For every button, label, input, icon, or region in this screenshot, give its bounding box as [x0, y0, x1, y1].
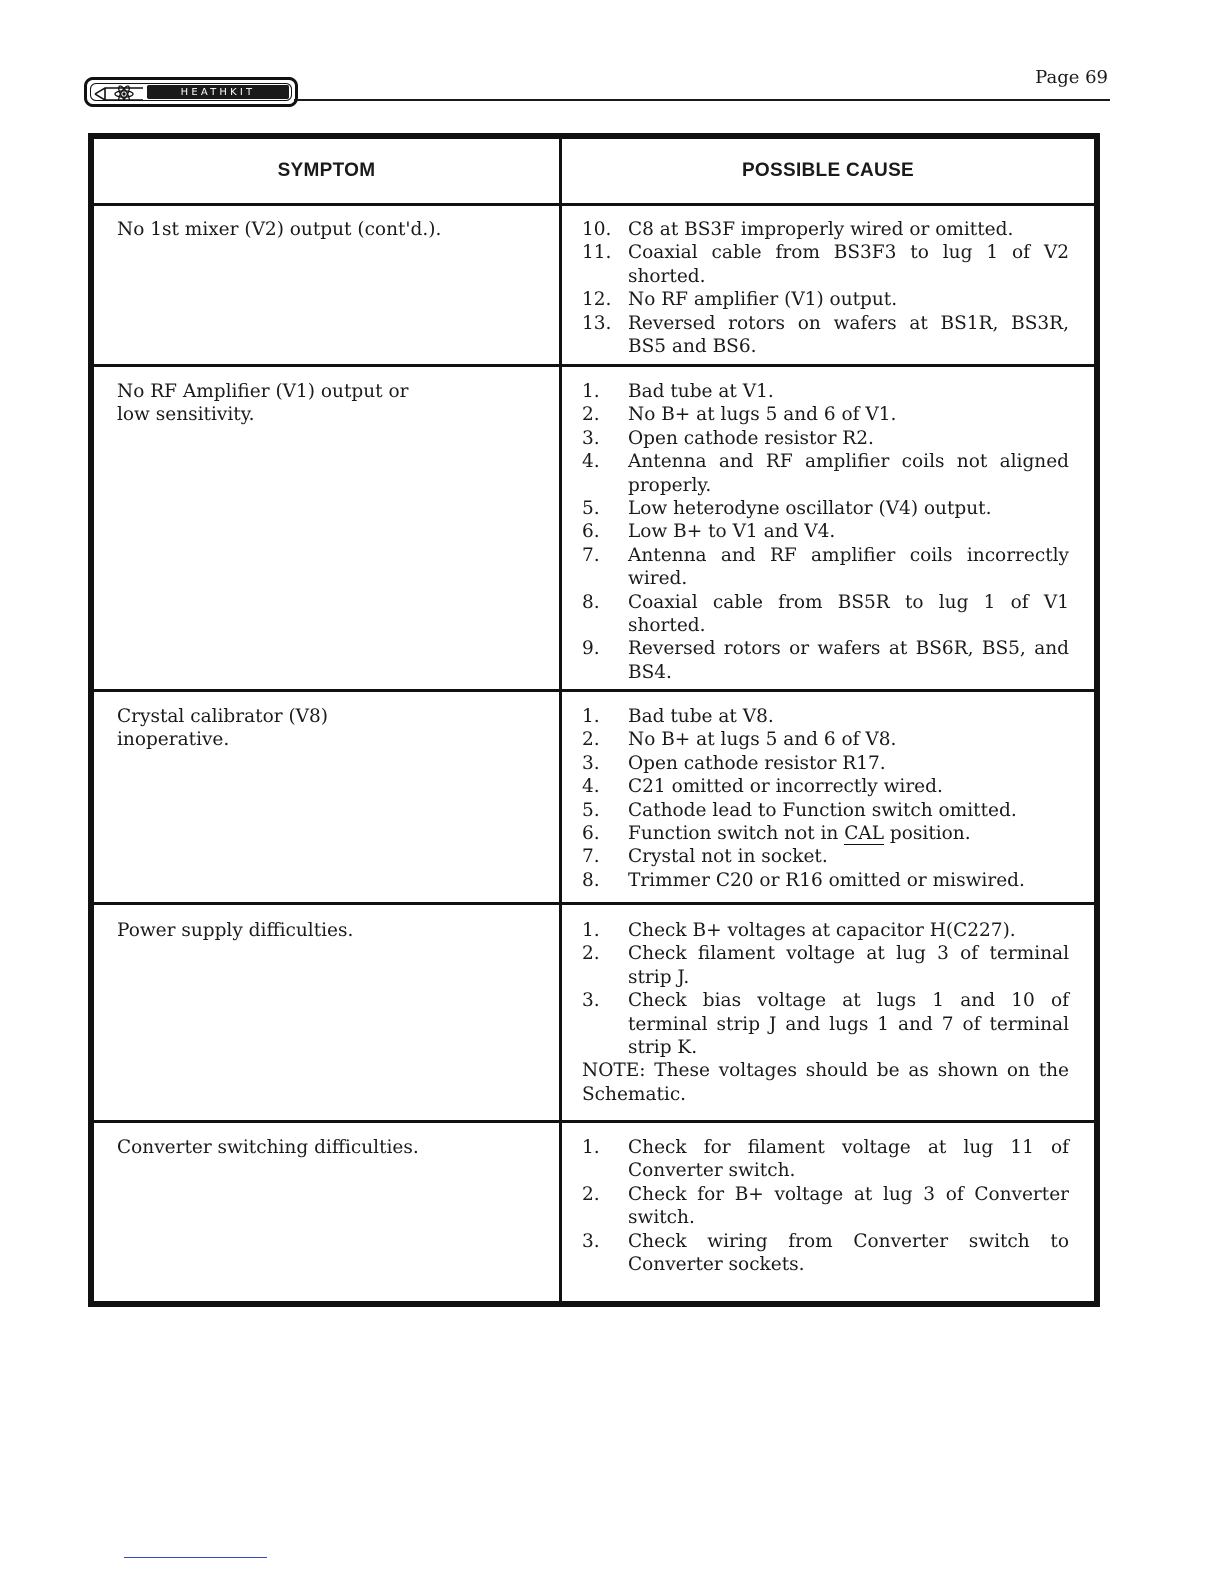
- cause-item: 2. Check filament voltage at lug 3 of terminal strip J.: [582, 943, 1069, 988]
- cause-item: 4. C21 omitted or incorrectly wired.: [582, 776, 943, 798]
- cause-list: [582, 1136, 1069, 1276]
- cause-item: 9. Reversed rotors or wafers at BS6R, BS5, and BS4.: [582, 638, 1069, 683]
- cause-item: 1. Bad tube at V8.: [582, 706, 774, 727]
- row-divider: [94, 1120, 1094, 1123]
- cause-item: 8. Coaxial cable from BS5R to lug 1 of V1 shorted.: [582, 591, 1069, 637]
- cause-item: 2. Check for B+ voltage at lug 3 of Converter switch.: [582, 1183, 1069, 1229]
- brand-wordmark: HEATHKIT: [147, 85, 289, 99]
- row-divider: [94, 364, 1094, 367]
- symptom-cell: Crystal calibrator (V8) inoperative.: [117, 706, 329, 751]
- cause-item: 12. No RF amplifier (V1) output.: [582, 289, 898, 311]
- atom-emblem-icon: [93, 85, 145, 101]
- cause-item: 10. C8 at BS3F improperly wired or omitted.: [582, 219, 1014, 240]
- cause-item: 3. Check bias voltage at lugs 1 and 10 of terminal strip J and lugs 1 and 7 of terminal strip K.: [582, 990, 1069, 1059]
- cause-item: 8. Trimmer C20 or R16 omitted or miswired.: [582, 869, 1025, 891]
- cause-item: 5. Cathode lead to Function switch omitted.: [582, 799, 1017, 821]
- cause-item: 7. Crystal not in socket.: [582, 846, 828, 868]
- heathkit-logo: [84, 77, 298, 107]
- cause-item: 6. Function switch not in CAL position.: [582, 823, 971, 845]
- voltage-note: NOTE: These voltages should be as shown on the Schematic.: [582, 1060, 1069, 1105]
- cause-item: 2. No B+ at lugs 5 and 6 of V1.: [582, 404, 897, 426]
- cal-position-label: CAL: [844, 823, 885, 845]
- cause-item: 3. Open cathode resistor R2.: [582, 427, 874, 449]
- symptom-cell: Power supply difficulties.: [117, 920, 354, 941]
- header-rule: [294, 99, 1110, 101]
- cause-list: [582, 380, 1069, 684]
- row-divider: [94, 902, 1094, 905]
- cause-item: 1. Check B+ voltages at capacitor H(C227).: [582, 920, 1016, 941]
- cause-item: 4. Antenna and RF amplifier coils not aligned properly.: [582, 451, 1069, 496]
- cause-list: [582, 705, 1069, 892]
- column-header-cause: POSSIBLE CAUSE: [741, 160, 915, 181]
- cause-list: [582, 919, 1069, 1106]
- cause-item: 3. Open cathode resistor R17.: [582, 752, 886, 774]
- cause-item: 11. Coaxial cable from BS3F3 to lug 1 of V2 shorted.: [582, 242, 1069, 287]
- cause-item: 13. Reversed rotors on wafers at BS1R, BS3R, BS5 and BS6.: [582, 312, 1069, 358]
- cause-item: 3. Check wiring from Converter switch to Converter sockets.: [582, 1230, 1069, 1276]
- column-header-symptom: SYMPTOM: [277, 160, 376, 181]
- cause-list: [582, 218, 1069, 358]
- cause-item: 2. No B+ at lugs 5 and 6 of V8.: [582, 729, 897, 751]
- cause-item: 1. Check for filament voltage at lug 11 of Converter switch.: [582, 1137, 1069, 1182]
- page-number: Page 69: [1035, 67, 1108, 88]
- row-divider: [94, 689, 1094, 692]
- page-header: [84, 60, 1110, 110]
- symptom-cell: Converter switching difficulties.: [117, 1137, 419, 1158]
- footer-rule: [124, 1557, 267, 1558]
- troubleshooting-table: [88, 133, 1100, 1307]
- symptom-cell: No 1st mixer (V2) output (cont'd.).: [117, 219, 442, 240]
- row-divider: [94, 203, 1094, 206]
- symptom-cell: No RF Amplifier (V1) output or low sensitivity.: [117, 381, 409, 426]
- cause-item: 1. Bad tube at V1.: [582, 381, 774, 402]
- cause-item: 5. Low heterodyne oscillator (V4) output.: [582, 498, 992, 520]
- cause-item: 7. Antenna and RF amplifier coils incorrectly wired.: [582, 544, 1069, 590]
- column-divider: [559, 139, 562, 1301]
- cause-item: 6. Low B+ to V1 and V4.: [582, 521, 836, 543]
